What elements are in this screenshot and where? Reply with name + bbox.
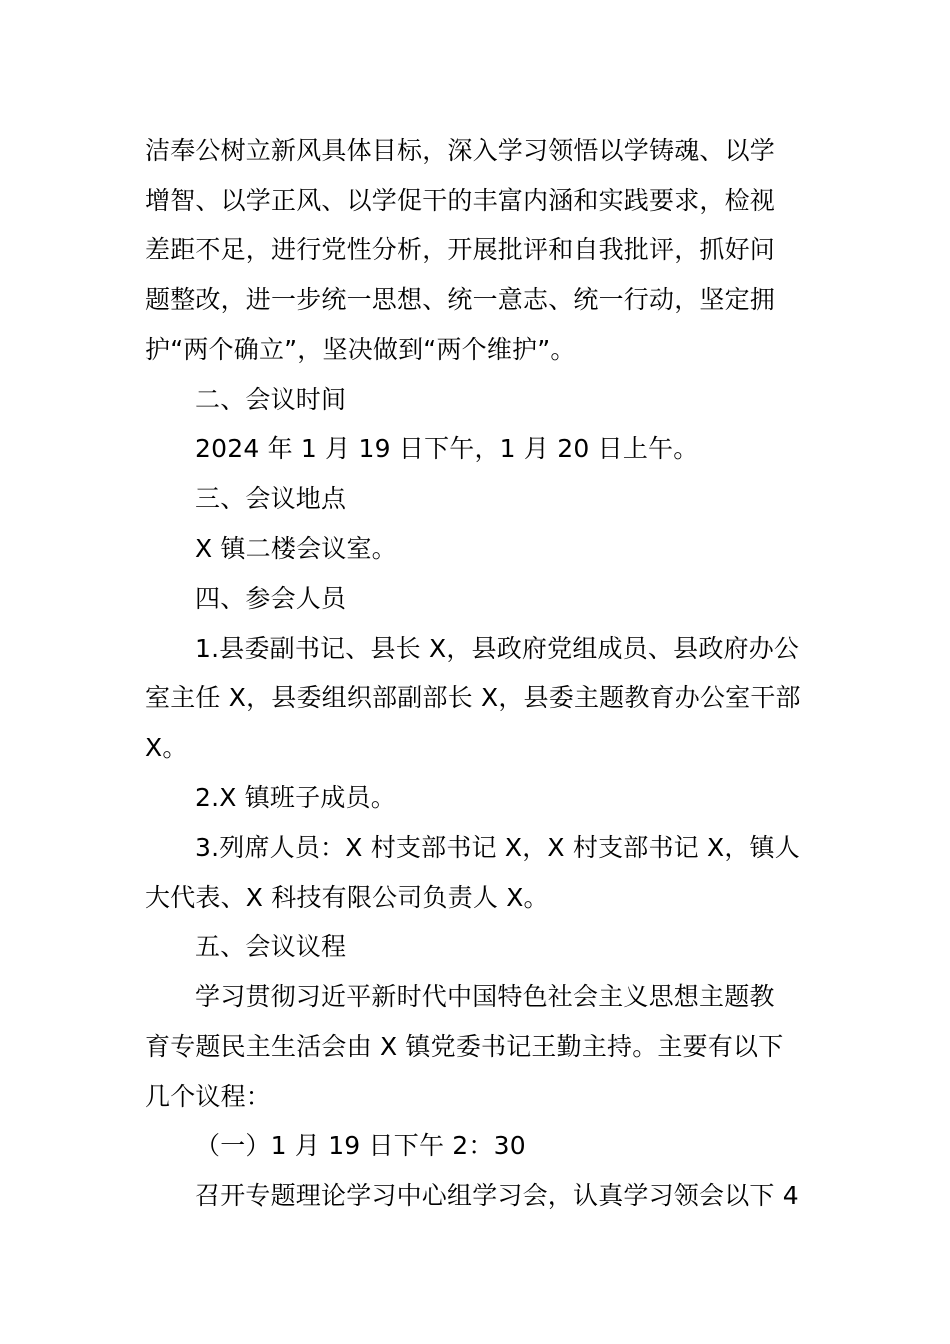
section-heading-agenda: 五、会议议程 (195, 932, 347, 961)
paragraph-line: 洁奉公树立新风具体目标，深入学习领悟以学铸魂、以学 (145, 136, 776, 165)
paragraph-line: 2.X 镇班子成员。 (195, 783, 396, 812)
section-heading-meeting-place: 三、会议地点 (195, 484, 347, 513)
paragraph-line: 1.县委副书记、县长 X，县政府党组成员、县政府办公 (195, 634, 800, 663)
section-heading-meeting-time: 二、会议时间 (195, 385, 347, 414)
paragraph-line: 差距不足，进行党性分析，开展批评和自我批评，抓好问 (145, 235, 776, 264)
paragraph-line: 2024 年 1 月 19 日下午，1 月 20 日上午。 (195, 434, 699, 463)
paragraph-line: 学习贯彻习近平新时代中国特色社会主义思想主题教 (195, 982, 775, 1011)
paragraph-line: 3.列席人员：X 村支部书记 X，X 村支部书记 X，镇人 (195, 833, 800, 862)
paragraph-line: 召开专题理论学习中心组学习会，认真学习领会以下 4 (195, 1181, 799, 1210)
section-heading-attendees: 四、参会人员 (195, 584, 347, 613)
paragraph-line: X。 (145, 733, 188, 762)
paragraph-line: 护“两个确立”，坚决做到“两个维护”。 (145, 335, 576, 364)
paragraph-line: 大代表、X 科技有限公司负责人 X。 (145, 883, 549, 912)
subsection-heading: （一）1 月 19 日下午 2：30 (195, 1131, 526, 1160)
paragraph-line: 题整改，进一步统一思想、统一意志、统一行动，坚定拥 (145, 285, 776, 314)
paragraph-line: 室主任 X，县委组织部副部长 X，县委主题教育办公室干部 (145, 683, 801, 712)
paragraph-line: 育专题民主生活会由 X 镇党委书记王勤主持。主要有以下 (145, 1032, 784, 1061)
paragraph-line: X 镇二楼会议室。 (195, 534, 397, 563)
paragraph-line: 几个议程： (145, 1082, 272, 1111)
paragraph-line: 增智、以学正风、以学促干的丰富内涵和实践要求，检视 (145, 186, 776, 215)
